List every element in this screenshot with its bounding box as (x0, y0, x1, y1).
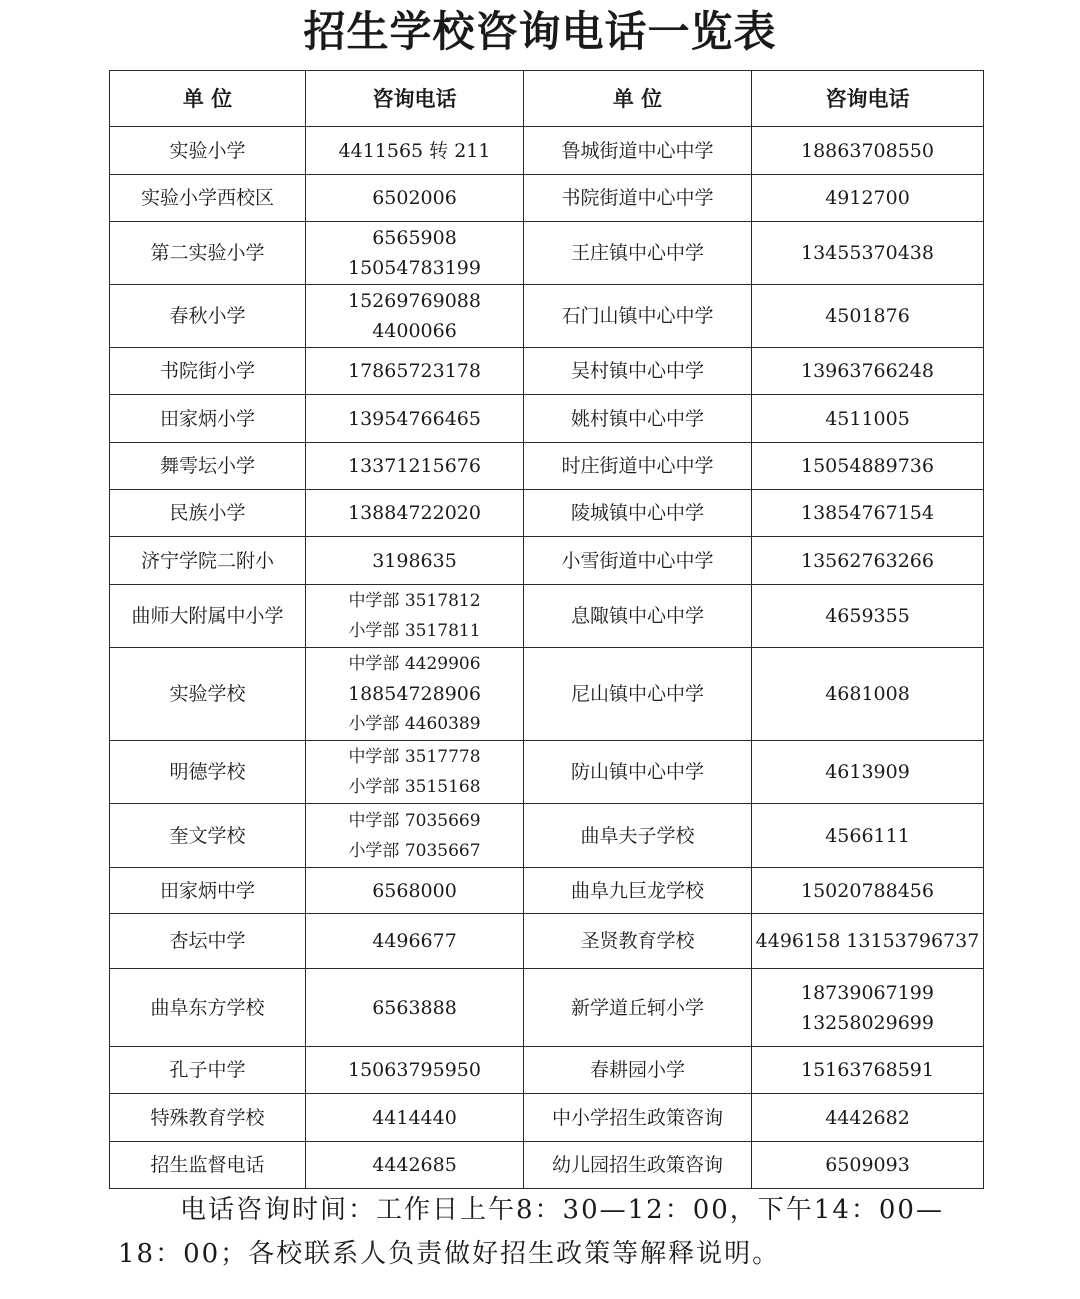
phone-cell-right (752, 648, 984, 741)
phone-cell-left (306, 804, 524, 868)
header-phone-right: 咨询电话 (752, 71, 984, 127)
school-name-left: 实验小学 (110, 127, 306, 175)
phone-number: 13258029699 (801, 1011, 934, 1034)
phone-cell-left (306, 1094, 524, 1142)
school-name-left: 第二实验小学 (110, 222, 306, 285)
page-title: 招生学校咨询电话一览表 (303, 7, 777, 56)
phone-number: 3198635 (372, 549, 457, 572)
phone-number: 15054889736 (801, 455, 934, 477)
school-name-left: 曲师大附属中小学 (110, 585, 306, 648)
phone-number: 18854728906 (348, 683, 481, 705)
consultation-phone-table (109, 70, 984, 1189)
school-name-right: 鲁城街道中心中学 (524, 127, 752, 175)
phone-cell-left (306, 648, 524, 741)
phone-cell-left (306, 127, 524, 175)
phone-cell-right (752, 1142, 984, 1189)
phone-cell-right (752, 175, 984, 222)
phone-number: 4411565 转 211 (338, 139, 491, 162)
table-row (110, 490, 984, 537)
school-name-left: 明德学校 (110, 741, 306, 804)
school-name-right: 防山镇中心中学 (524, 741, 752, 804)
school-name-right: 石门山镇中心中学 (524, 285, 752, 348)
table-row (110, 443, 984, 490)
phone-number: 4566111 (825, 824, 910, 847)
phone-number: 18739067199 (801, 981, 934, 1004)
school-name-right: 幼儿园招生政策咨询 (524, 1142, 752, 1189)
school-name-left: 田家炳小学 (110, 395, 306, 443)
phone-cell-left (306, 222, 524, 285)
school-name-left: 舞雩坛小学 (110, 443, 306, 490)
phone-cell-right (752, 585, 984, 648)
phone-number: 15163768591 (801, 1059, 934, 1081)
phone-number: 13884722020 (348, 502, 481, 524)
phone-cell-right (752, 914, 984, 969)
phone-cell-left (306, 969, 524, 1047)
table-row (110, 348, 984, 395)
phone-number: 4414440 (372, 1106, 457, 1129)
phone-cell-right (752, 969, 984, 1047)
table-row (110, 741, 984, 804)
phone-number: 15054783199 (348, 257, 481, 279)
school-name-left: 济宁学院二附小 (110, 537, 306, 585)
phone-cell-right (752, 1047, 984, 1094)
table-row (110, 395, 984, 443)
phone-number: 4511005 (825, 407, 910, 430)
phone-cell-right (752, 741, 984, 804)
school-name-right: 时庄街道中心中学 (524, 443, 752, 490)
school-name-right: 息陬镇中心中学 (524, 585, 752, 648)
table-row (110, 969, 984, 1047)
phone-cell-left (306, 348, 524, 395)
table-row (110, 1142, 984, 1189)
phone-cell-left (306, 585, 524, 648)
phone-cell-right (752, 1094, 984, 1142)
phone-cell-right (752, 804, 984, 868)
phone-number: 4442685 (372, 1154, 457, 1176)
school-name-left: 书院街小学 (110, 348, 306, 395)
school-name-right: 王庄镇中心中学 (524, 222, 752, 285)
phone-cell-left (306, 395, 524, 443)
school-name-left: 田家炳中学 (110, 868, 306, 914)
phone-number: 中学部 3517812 (348, 591, 481, 611)
school-name-left: 民族小学 (110, 490, 306, 537)
phone-number: 小学部 3515168 (348, 777, 481, 797)
header-unit-right: 单 位 (524, 71, 752, 127)
phone-number: 15020788456 (801, 879, 934, 902)
phone-cell-right (752, 868, 984, 914)
table-row (110, 1094, 984, 1142)
phone-number: 15063795950 (348, 1059, 481, 1081)
phone-number: 中学部 7035669 (348, 810, 481, 831)
school-name-left: 春秋小学 (110, 285, 306, 348)
phone-number: 4442682 (825, 1106, 910, 1129)
phone-number: 4501876 (825, 305, 910, 327)
phone-number: 小学部 7035667 (348, 840, 481, 861)
phone-cell-right (752, 348, 984, 395)
table-row (110, 175, 984, 222)
phone-number: 6502006 (372, 187, 457, 209)
phone-number: 4659355 (825, 605, 910, 627)
table-row (110, 222, 984, 285)
header-unit-left: 单 位 (110, 71, 306, 127)
phone-cell-right (752, 443, 984, 490)
consultation-hours-note: 电话咨询时间：工作日上午8：30—12：00，下午14：00—18：00；各校联系人负责做好招生政策等解释说明。 (118, 1195, 944, 1269)
school-name-right: 吴村镇中心中学 (524, 348, 752, 395)
phone-number: 小学部 4460389 (348, 714, 481, 734)
table-header-row (110, 71, 984, 127)
phone-number: 6568000 (372, 879, 457, 902)
phone-number: 4681008 (825, 683, 910, 705)
school-name-left: 招生监督电话 (110, 1142, 306, 1189)
school-name-left: 实验小学西校区 (110, 175, 306, 222)
phone-cell-right (752, 127, 984, 175)
table-row (110, 1047, 984, 1094)
school-name-left: 孔子中学 (110, 1047, 306, 1094)
phone-number: 13455370438 (801, 242, 934, 264)
phone-cell-left (306, 868, 524, 914)
school-name-right: 新学道丘轲小学 (524, 969, 752, 1047)
school-name-right: 春耕园小学 (524, 1047, 752, 1094)
school-name-right: 书院街道中心中学 (524, 175, 752, 222)
phone-cell-left (306, 537, 524, 585)
phone-cell-left (306, 914, 524, 969)
header-phone-left: 咨询电话 (306, 71, 524, 127)
phone-number: 4496158 13153796737 (755, 930, 980, 952)
table-row (110, 585, 984, 648)
phone-number: 4496677 (372, 930, 457, 952)
phone-cell-right (752, 222, 984, 285)
school-name-left: 实验学校 (110, 648, 306, 741)
school-name-right: 姚村镇中心中学 (524, 395, 752, 443)
phone-number: 小学部 3517811 (348, 621, 481, 641)
phone-number: 6565908 (372, 227, 457, 249)
school-name-right: 陵城镇中心中学 (524, 490, 752, 537)
table-body (110, 127, 984, 1189)
school-name-left: 曲阜东方学校 (110, 969, 306, 1047)
school-name-right: 小雪街道中心中学 (524, 537, 752, 585)
phone-number: 17865723178 (348, 360, 481, 382)
phone-number: 15269769088 (348, 290, 481, 312)
phone-cell-right (752, 395, 984, 443)
phone-cell-left (306, 1142, 524, 1189)
table-row (110, 914, 984, 969)
phone-number: 6563888 (372, 996, 457, 1019)
phone-cell-left (306, 443, 524, 490)
phone-number: 13954766465 (348, 407, 481, 430)
table-row (110, 648, 984, 741)
table-row (110, 285, 984, 348)
table-row (110, 804, 984, 868)
phone-cell-left (306, 175, 524, 222)
phone-cell-left (306, 285, 524, 348)
phone-number: 13854767154 (801, 502, 934, 524)
phone-number: 6509093 (825, 1154, 910, 1176)
school-name-left: 奎文学校 (110, 804, 306, 868)
phone-cell-left (306, 741, 524, 804)
phone-cell-left (306, 490, 524, 537)
table-row (110, 868, 984, 914)
school-name-right: 曲阜九巨龙学校 (524, 868, 752, 914)
phone-number: 13371215676 (348, 455, 481, 477)
phone-cell-right (752, 285, 984, 348)
phone-number: 13963766248 (801, 360, 934, 382)
phone-cell-right (752, 490, 984, 537)
phone-number: 中学部 4429906 (348, 654, 481, 674)
school-name-left: 特殊教育学校 (110, 1094, 306, 1142)
phone-cell-left (306, 1047, 524, 1094)
phone-number: 18863708550 (801, 139, 934, 162)
school-name-right: 曲阜夫子学校 (524, 804, 752, 868)
school-name-right: 尼山镇中心中学 (524, 648, 752, 741)
school-name-right: 圣贤教育学校 (524, 914, 752, 969)
phone-cell-right (752, 537, 984, 585)
phone-number: 4613909 (825, 761, 910, 783)
school-name-right: 中小学招生政策咨询 (524, 1094, 752, 1142)
school-name-left: 杏坛中学 (110, 914, 306, 969)
phone-number: 4912700 (825, 187, 910, 209)
phone-number: 中学部 3517778 (348, 747, 481, 767)
phone-number: 4400066 (372, 320, 457, 342)
table-row (110, 127, 984, 175)
table-row (110, 537, 984, 585)
phone-number: 13562763266 (801, 549, 934, 572)
